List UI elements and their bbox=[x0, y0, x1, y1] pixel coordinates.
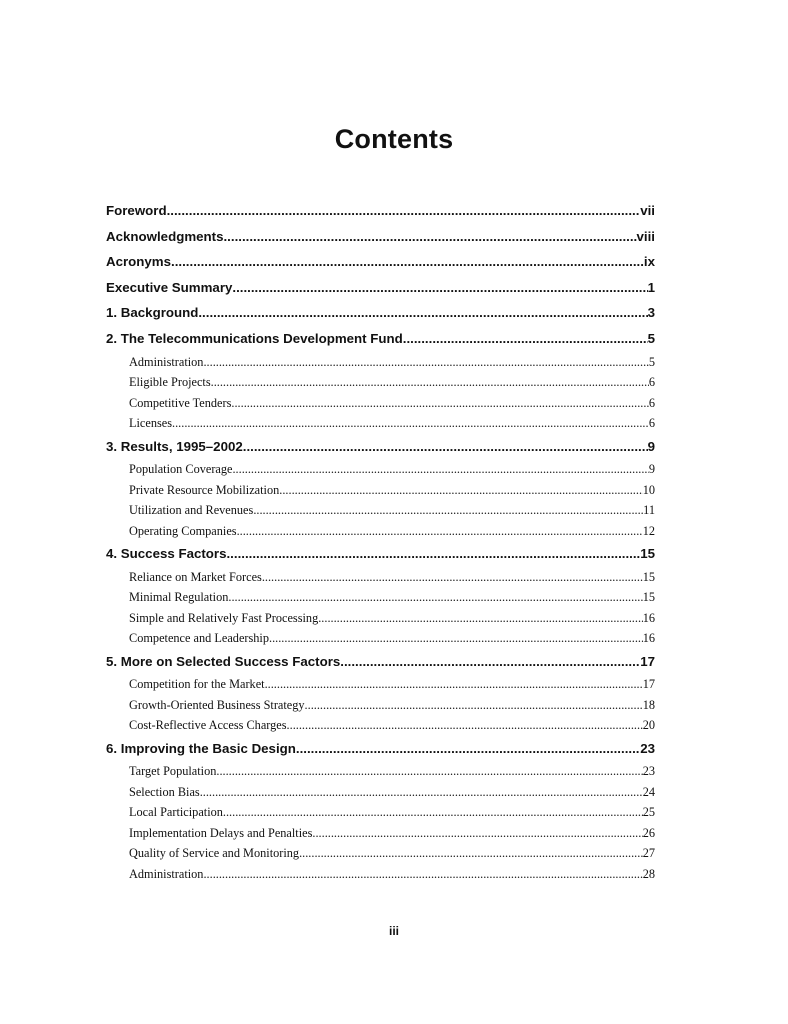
toc-entry-page-number: 6 bbox=[648, 395, 655, 410]
toc-entry-label: Foreword bbox=[106, 203, 167, 218]
toc-section-entry bbox=[106, 864, 655, 885]
dot-leader bbox=[172, 413, 649, 434]
toc-entry-page-number: 18 bbox=[642, 697, 655, 712]
toc-section-entry bbox=[106, 500, 655, 521]
toc-entry-label: Cost-Reflective Access Charges bbox=[129, 718, 287, 733]
dot-leader bbox=[223, 224, 636, 250]
toc-entry-page-number: vii bbox=[640, 203, 655, 218]
toc-chapter-entry bbox=[106, 224, 655, 250]
toc-entry-page-number: 6 bbox=[648, 416, 655, 431]
toc-entry-page-number: ix bbox=[643, 254, 655, 270]
toc-entry-page-number: 3 bbox=[647, 305, 655, 321]
toc-entry-page-number: 28 bbox=[642, 866, 655, 881]
toc-entry-label: Operating Companies bbox=[129, 523, 237, 538]
toc-entry-page-number: 20 bbox=[642, 718, 655, 733]
dot-leader bbox=[211, 372, 649, 393]
toc-entry-page-number: 6 bbox=[648, 375, 655, 390]
toc-entry-page-number: 5 bbox=[647, 330, 655, 346]
toc-entry-label: Implementation Delays and Penalties bbox=[129, 825, 313, 840]
dot-leader bbox=[318, 608, 642, 629]
toc-entry-page-number: 1 bbox=[647, 279, 655, 295]
toc-entry-label: Competition for the Market bbox=[129, 677, 265, 692]
toc-entry-label: Administration bbox=[129, 866, 204, 881]
toc-entry-label: Competitive Tenders bbox=[129, 395, 232, 410]
toc-entry-label: Selection Bias bbox=[129, 784, 200, 799]
toc-chapter-entry bbox=[106, 198, 655, 224]
toc-entry-page-number: 9 bbox=[647, 438, 655, 454]
toc-entry-label: Reliance on Market Forces bbox=[129, 569, 262, 584]
toc-entry-page-number: viii bbox=[636, 228, 655, 244]
toc-section-entry bbox=[106, 608, 655, 629]
toc-section-entry bbox=[106, 393, 655, 414]
toc-chapter-entry bbox=[106, 326, 655, 352]
dot-leader bbox=[279, 480, 642, 501]
toc-section-entry bbox=[106, 372, 655, 393]
toc-section-entry bbox=[106, 823, 655, 844]
dot-leader bbox=[340, 649, 640, 675]
toc-section-entry bbox=[106, 802, 655, 823]
toc-entry-page-number: 16 bbox=[642, 631, 655, 646]
dot-leader bbox=[203, 352, 648, 373]
toc-section-entry bbox=[106, 567, 655, 588]
dot-leader bbox=[262, 567, 643, 588]
dot-leader bbox=[305, 695, 643, 716]
toc-entry-label: 4. Success Factors bbox=[106, 546, 227, 562]
dot-leader bbox=[200, 782, 643, 803]
toc-entry-page-number: 5 bbox=[648, 354, 655, 369]
dot-leader bbox=[403, 326, 648, 352]
toc-entry-page-number: 10 bbox=[642, 482, 655, 497]
toc-entry-label: Executive Summary bbox=[106, 279, 233, 295]
toc-entry-page-number: 24 bbox=[642, 784, 655, 799]
toc-entry-label: 1. Background bbox=[106, 305, 199, 321]
dot-leader bbox=[216, 761, 642, 782]
toc-entry-label: Eligible Projects bbox=[129, 375, 211, 390]
table-of-contents bbox=[106, 198, 655, 884]
toc-entry-label: 5. More on Selected Success Factors bbox=[106, 653, 341, 669]
dot-leader bbox=[312, 823, 642, 844]
dot-leader bbox=[203, 864, 642, 885]
toc-entry-label: Acronyms bbox=[106, 254, 172, 270]
toc-entry-page-number: 15 bbox=[640, 546, 655, 562]
toc-entry-label: Competence and Leadership bbox=[129, 631, 269, 646]
dot-leader bbox=[228, 587, 642, 608]
toc-entry-page-number: 11 bbox=[643, 503, 655, 518]
dot-leader bbox=[253, 500, 643, 521]
dot-leader bbox=[198, 300, 647, 326]
toc-entry-page-number: 23 bbox=[642, 764, 655, 779]
toc-entry-page-number: 25 bbox=[642, 805, 655, 820]
dot-leader bbox=[232, 459, 648, 480]
toc-section-entry bbox=[106, 459, 655, 480]
toc-entry-label: Population Coverage bbox=[129, 462, 233, 477]
toc-entry-label: 3. Results, 1995–2002 bbox=[106, 438, 243, 454]
toc-entry-label: Administration bbox=[129, 354, 204, 369]
toc-entry-label: Target Population bbox=[129, 764, 217, 779]
toc-chapter-entry bbox=[106, 736, 655, 762]
toc-section-entry bbox=[106, 715, 655, 736]
toc-entry-label: Growth-Oriented Business Strategy bbox=[129, 697, 305, 712]
dot-leader bbox=[287, 715, 643, 736]
toc-entry-label: Private Resource Mobilization bbox=[129, 482, 280, 497]
toc-chapter-entry bbox=[106, 275, 655, 301]
dot-leader bbox=[237, 521, 643, 542]
toc-section-entry bbox=[106, 587, 655, 608]
dot-leader bbox=[299, 843, 643, 864]
dot-leader bbox=[265, 674, 643, 695]
toc-chapter-entry bbox=[106, 541, 655, 567]
dot-leader bbox=[232, 275, 647, 301]
toc-entry-page-number: 9 bbox=[648, 462, 655, 477]
toc-entry-page-number: 23 bbox=[640, 740, 655, 756]
dot-leader bbox=[223, 802, 643, 823]
toc-entry-page-number: 16 bbox=[642, 610, 655, 625]
toc-section-entry bbox=[106, 843, 655, 864]
toc-entry-label: Acknowledgments bbox=[106, 228, 224, 244]
toc-section-entry bbox=[106, 695, 655, 716]
toc-entry-page-number: 15 bbox=[642, 590, 655, 605]
toc-entry-page-number: 12 bbox=[642, 523, 655, 538]
page-title: Contents bbox=[334, 124, 454, 154]
toc-entry-label: Local Participation bbox=[129, 805, 223, 820]
toc-entry-page-number: 17 bbox=[640, 653, 655, 669]
toc-section-entry bbox=[106, 628, 655, 649]
toc-entry-label: Utilization and Revenues bbox=[129, 503, 254, 518]
dot-leader bbox=[171, 249, 644, 275]
toc-chapter-entry bbox=[106, 434, 655, 460]
toc-entry-page-number: 17 bbox=[642, 677, 655, 692]
toc-entry-label: 2. The Telecommunications Development Fund bbox=[106, 330, 403, 346]
dot-leader bbox=[296, 736, 640, 762]
page-number: iii bbox=[388, 924, 399, 938]
toc-section-entry bbox=[106, 782, 655, 803]
toc-section-entry bbox=[106, 761, 655, 782]
dot-leader bbox=[226, 541, 640, 567]
toc-chapter-entry bbox=[106, 249, 655, 275]
dot-leader bbox=[231, 393, 648, 414]
toc-section-entry bbox=[106, 413, 655, 434]
toc-section-entry bbox=[106, 352, 655, 373]
toc-entry-page-number: 15 bbox=[642, 569, 655, 584]
toc-chapter-entry bbox=[106, 300, 655, 326]
toc-entry-label: Simple and Relatively Fast Processing bbox=[129, 610, 319, 625]
toc-entry-label: 6. Improving the Basic Design bbox=[106, 740, 296, 756]
dot-leader bbox=[243, 434, 648, 460]
dot-leader bbox=[269, 628, 643, 649]
toc-entry-label: Minimal Regulation bbox=[129, 590, 229, 605]
toc-section-entry bbox=[106, 480, 655, 501]
toc-section-entry bbox=[106, 674, 655, 695]
toc-chapter-entry bbox=[106, 649, 655, 675]
toc-entry-page-number: 26 bbox=[642, 825, 655, 840]
toc-entry-label: Licenses bbox=[129, 416, 173, 431]
toc-section-entry bbox=[106, 521, 655, 542]
toc-entry-label: Quality of Service and Monitoring bbox=[129, 846, 300, 861]
dot-leader bbox=[167, 198, 641, 224]
toc-entry-page-number: 27 bbox=[642, 846, 655, 861]
